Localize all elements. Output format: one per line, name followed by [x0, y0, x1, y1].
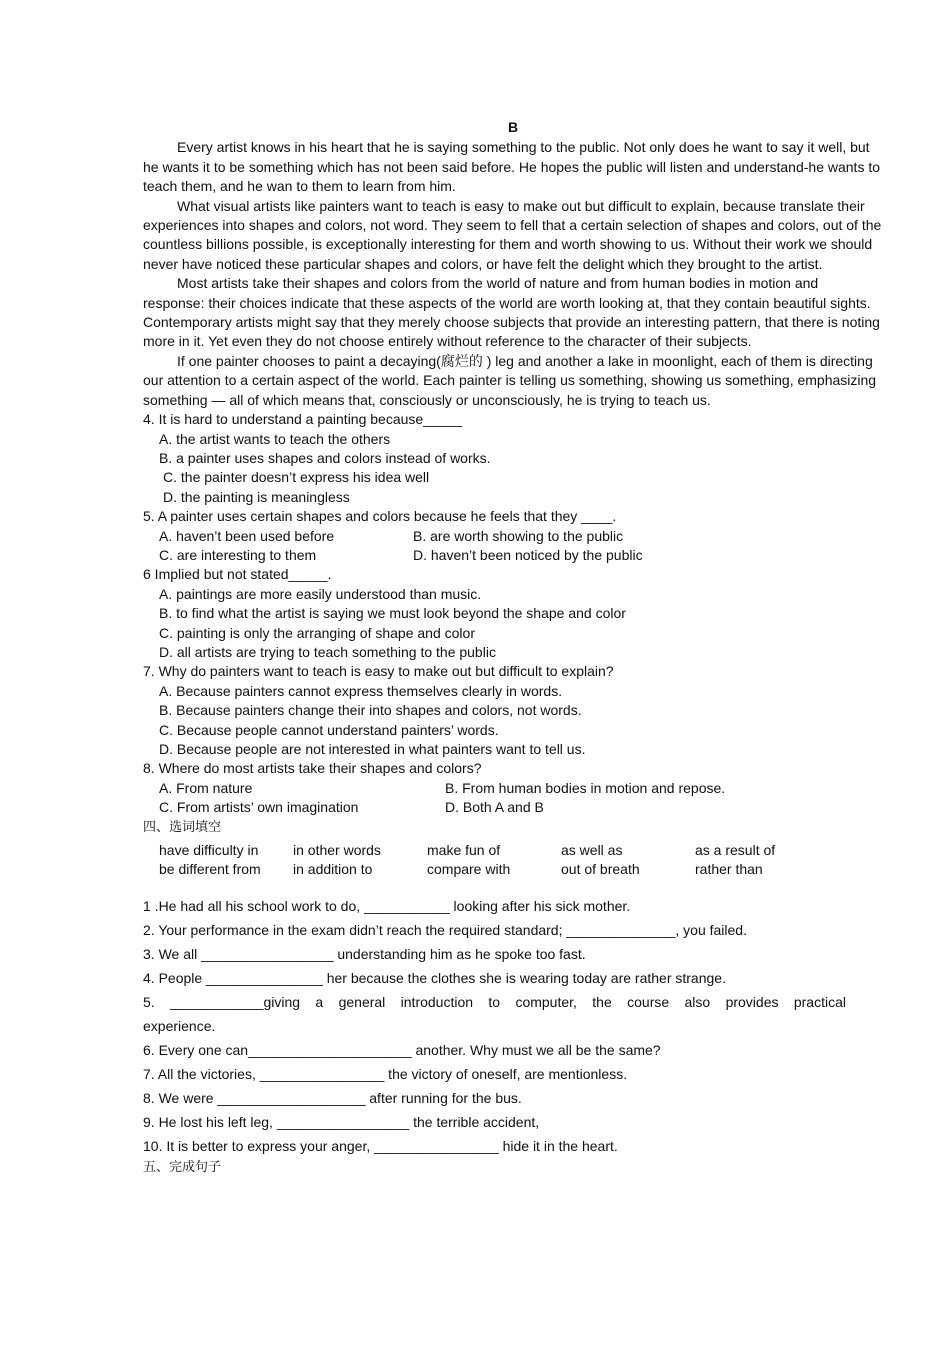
section-title: B — [507, 119, 519, 135]
fill-sentence-10: 10. It is better to express your anger, ________________ hide it in the heart. — [143, 1137, 618, 1154]
word-bank-item: in addition to — [293, 861, 373, 878]
question-7-option-d: D. Because people are not interested in what painters want to tell us. — [159, 741, 586, 757]
word-bank-item: have difficulty in — [159, 842, 259, 859]
question-7-option-c: C. Because people cannot understand painters’ words. — [159, 721, 499, 738]
question-5-options-row-2 — [159, 546, 883, 565]
question-6-stem: 6 Implied but not stated_____. — [143, 566, 332, 583]
question-6-option-c: C. painting is only the arranging of shape and color — [159, 624, 475, 641]
question-5-option-b: B. are worth showing to the public — [413, 527, 624, 544]
question-4-stem: 4. It is hard to understand a painting because_____ — [143, 411, 463, 428]
fill-sentence-4: 4. People _______________ her because the clothes she is wearing today are rather strange. — [143, 969, 726, 986]
question-8-option-c: C. From artists’ own imagination — [159, 799, 359, 816]
passage-paragraph-3: Most artists take their shapes and colors from the world of nature and from human bodies in motion and response: their choices indicate that these aspects of the world are worth looking at, that they contain beautiful sights. Contemporary artists might say that they merely choose subjects that provide an interesting pattern, that there is noting more in it. Yet even they do not choose entirely without reference to the character of their subjects. — [143, 275, 880, 350]
question-5-option-d: D. haven’t been noticed by the public — [413, 546, 643, 563]
question-7-option-a: A. Because painters cannot express themselves clearly in words. — [159, 682, 563, 699]
question-6-option-a: A. paintings are more easily understood than music. — [159, 585, 482, 602]
question-8-options-row-2 — [159, 798, 883, 817]
fill-sentence-8: 8. We were ___________________ after running for the bus. — [143, 1089, 522, 1106]
word-bank-item: rather than — [695, 861, 763, 878]
question-8-stem: 8. Where do most artists take their shapes and colors? — [143, 760, 482, 777]
word-bank-item: in other words — [293, 842, 381, 859]
question-8-option-a: A. From nature — [159, 779, 253, 796]
word-bank-item: make fun of — [427, 842, 501, 859]
passage-paragraph-1: Every artist knows in his heart that he is saying something to the public. Not only does he want to say it well, but he wants it to be something which has not been said before. He hopes the public will listen and understand-he wants to teach them, and he wan to them to learn from him. — [143, 139, 881, 195]
word-bank-item: as well as — [561, 842, 623, 859]
section-5-heading: 五、完成句子 — [143, 1159, 222, 1175]
fill-sentence-7: 7. All the victories, ________________ the victory of oneself, are mentionless. — [143, 1065, 628, 1082]
word-bank-item: compare with — [427, 861, 511, 878]
passage-paragraph-2: What visual artists like painters want to teach is easy to make out but difficult to explain, because translate their experiences into shapes and colors, not word. They seem to fell that a certain selection of shapes and colors, out of the countless billions possible, is exceptionally interesting for them and worth showing to us. Without their work we should never have noticed these particular shapes and colors, or have felt the delight which they brought to the artist. — [143, 197, 882, 272]
question-8-option-d: D. Both A and B — [445, 799, 544, 816]
fill-sentence-1: 1 .He had all his school work to do, ___________ looking after his sick mother. — [143, 897, 631, 914]
question-8-option-b: B. From human bodies in motion and repose. — [445, 779, 726, 796]
passage-paragraph-4: If one painter chooses to paint a decaying(腐烂的 ) leg and another a lake in moonlight, each of them is directing our attention to a certain aspect of the world. Each painter is telling us something, showing us something, emphasizing something — all of which means that, consciously or unconsciously, he is trying to teach us. — [143, 352, 877, 408]
question-7-stem: 7. Why do painters want to teach is easy to make out but difficult to explain? — [143, 663, 614, 680]
question-4-option-c: C. the painter doesn’t express his idea well — [163, 469, 430, 486]
word-bank-item: be different from — [159, 861, 261, 878]
question-5-stem: 5. A painter uses certain shapes and colors because he feels that they ____. — [143, 508, 617, 525]
fill-sentence-3: 3. We all _________________ understanding him as he spoke too fast. — [143, 945, 586, 962]
question-7-option-b: B. Because painters change their into shapes and colors, not words. — [159, 702, 582, 719]
word-bank-row-2 — [159, 860, 883, 879]
question-6-option-d: D. all artists are trying to teach something to the public — [159, 643, 496, 660]
word-bank — [159, 841, 883, 880]
word-bank-item: out of breath — [561, 861, 640, 878]
fill-sentence-2: 2. Your performance in the exam didn’t reach the required standard; ______________, you failed. — [143, 921, 747, 938]
fill-sentence-9: 9. He lost his left leg, _________________ the terrible accident, — [143, 1113, 540, 1130]
worksheet-page — [143, 118, 883, 1178]
question-4-option-d: D. the painting is meaningless — [163, 488, 350, 505]
question-4-option-a: A. the artist wants to teach the others — [159, 430, 391, 447]
question-5-option-a: A. haven’t been used before — [159, 527, 335, 544]
question-5-options-row-1 — [159, 527, 883, 546]
question-4-option-b: B. a painter uses shapes and colors instead of works. — [159, 449, 491, 466]
question-5-option-c: C. are interesting to them — [159, 546, 317, 563]
section-4-heading: 四、选词填空 — [143, 819, 222, 835]
fill-sentence-5: 5. ____________giving a general introduction to computer, the course also provides practical — [143, 993, 846, 1010]
word-bank-row-1 — [159, 841, 883, 860]
word-bank-item: as a result of — [695, 842, 776, 859]
question-8-options-row-1 — [159, 779, 883, 798]
fill-sentence-5-continued: experience. — [143, 1017, 216, 1034]
fill-sentence-6: 6. Every one can_____________________ another. Why must we all be the same? — [143, 1041, 661, 1058]
fill-in-sentences — [143, 894, 883, 1158]
question-6-option-b: B. to find what the artist is saying we must look beyond the shape and color — [159, 605, 626, 622]
